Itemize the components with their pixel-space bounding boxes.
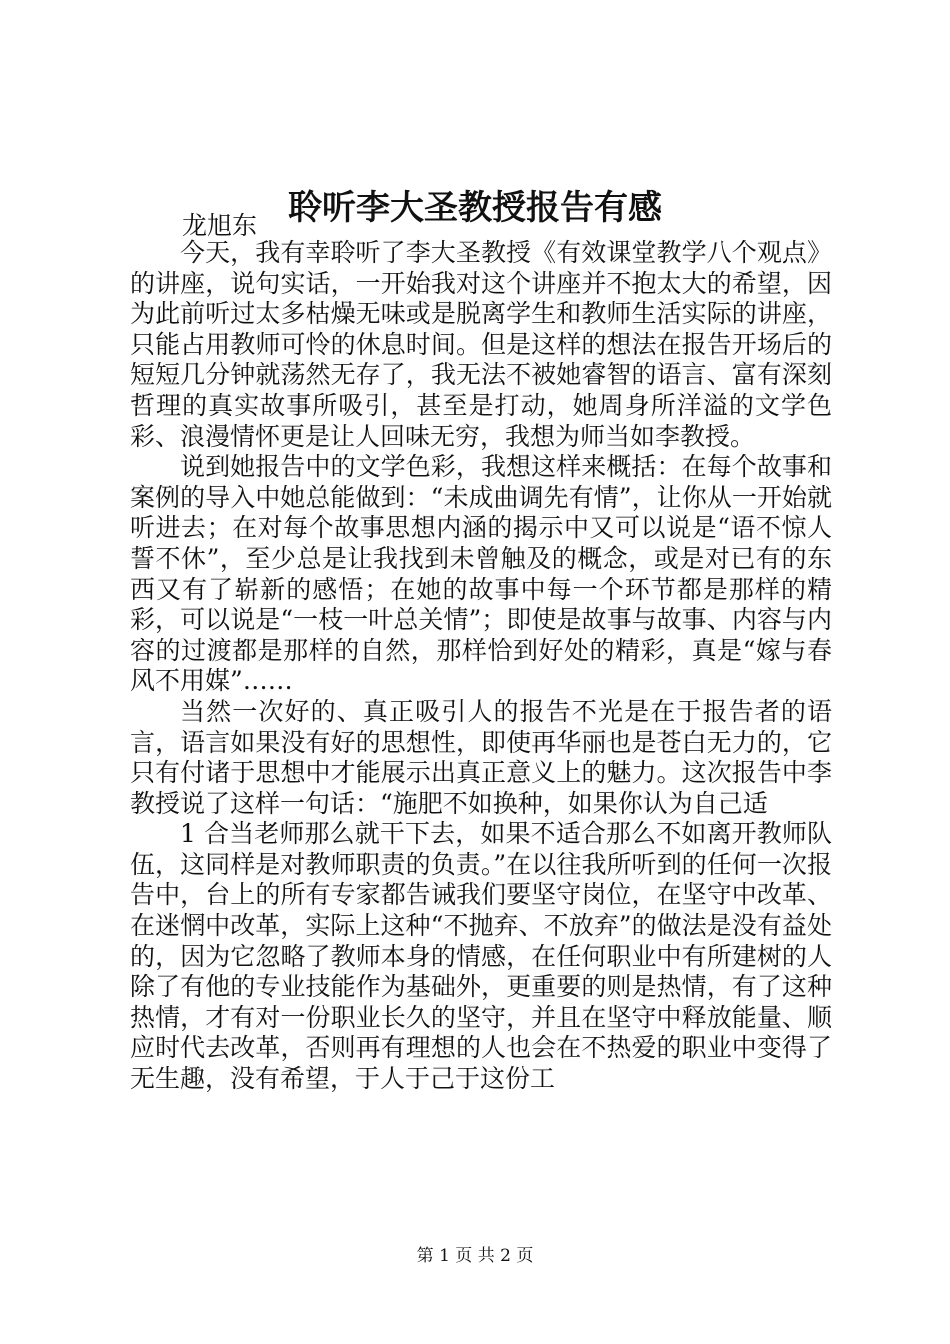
- page-title: 聆听李大圣教授报告有感: [288, 188, 662, 228]
- paragraph-2: 说到她报告中的文学色彩，我想这样来概括：在每个故事和案例的导入中她总能做到：“未成曲调先有情”，让你从一开始就听进去；在对每个故事思想内涵的揭示中又可以说是“语不惊人誓不休”，至少总是让我找到未曾触及的概念，或是对已有的东西又有了崭新的感悟；在她的故事中每一个环节都是那样的精彩，可以说是“一枝一叶总关情”；即使是故事与故事、内容与内容的过渡都是那样的自然，那样恰到好处的精彩，真是“嫁与春风不用媒”……: [130, 452, 832, 696]
- paragraph-3: 当然一次好的、真正吸引人的报告不光是在于报告者的语言，语言如果没有好的思想性，即使再华丽也是苍白无力的，它只有付诸于思想中才能展示出真正意义上的魅力。这次报告中李教授说了这样一句话：“施肥不如换种，如果你认为自己适: [130, 696, 832, 818]
- page-number-footer: 第 1 页 共 2 页: [416, 1246, 534, 1266]
- paragraph-1: 今天，我有幸聆听了李大圣教授《有效课堂教学八个观点》的讲座，说句实话，一开始我对这个讲座并不抱太大的希望，因为此前听过太多枯燥无味或是脱离学生和教师生活实际的讲座，只能占用教师可怜的休息时间。但是这样的想法在报告开场后的短短几分钟就荡然无存了，我无法不被她睿智的语言、富有深刻哲理的真实故事所吸引，甚至是打动，她周身所洋溢的文学色彩、浪漫情怀更是让人回味无穷，我想为师当如李教授。: [130, 238, 832, 451]
- article-body: [130, 238, 832, 1095]
- author-name: 龙旭东: [182, 211, 258, 240]
- paragraph-4: 1 合当老师那么就干下去，如果不适合那么不如离开教师队伍，这同样是对教师职责的负责。”在以往我所听到的任何一次报告中，台上的所有专家都告诫我们要坚守岗位，在坚守中改革、在迷惘中改革，实际上这种“不抛弃、不放弃”的做法是没有益处的，因为它忽略了教师本身的情感，在任何职业中有所建树的人除了有他的专业技能作为基础外，更重要的则是热情，有了这种热情，才有对一份职业长久的坚守，并且在坚守中释放能量、顺应时代去改革，否则再有理想的人也会在不热爱的职业中变得了无生趣，没有希望，于人于己于这份工: [130, 819, 832, 1094]
